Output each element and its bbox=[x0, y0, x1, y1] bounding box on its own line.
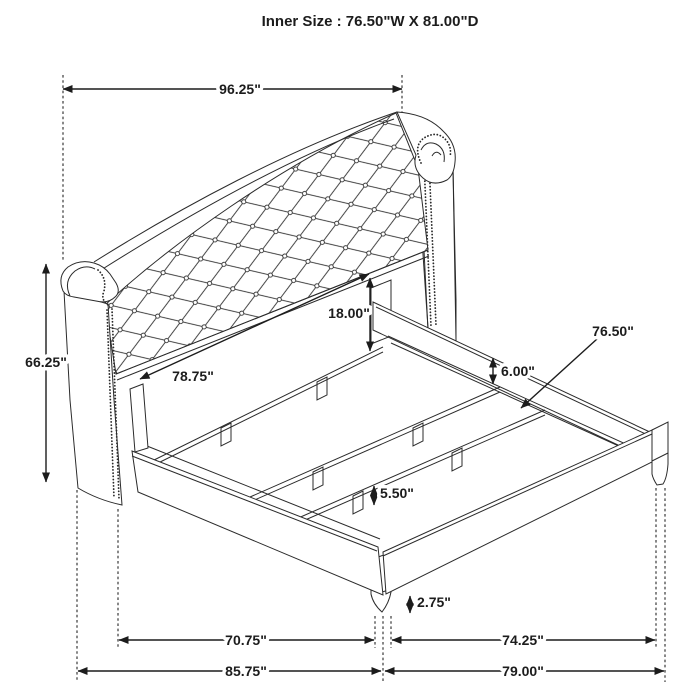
headboard-left-wing bbox=[61, 262, 122, 505]
right-rail-flange bbox=[388, 336, 650, 455]
dim-label-overall-depth-side: 79.00" bbox=[502, 663, 544, 679]
dim-label-headboard-drop: 18.00" bbox=[328, 305, 370, 321]
slat-leg bbox=[353, 491, 363, 514]
dim-label-slat-leg-height: 5.50" bbox=[380, 485, 414, 501]
dim-label-inner-depth-side: 74.25" bbox=[502, 632, 544, 648]
dim-label-inner-depth-front: 70.75" bbox=[225, 632, 267, 648]
diagram-title: Inner Size : 76.50"W X 81.00"D bbox=[261, 13, 479, 30]
dim-label-foot-leg-height: 2.75" bbox=[417, 594, 451, 610]
dim-label-headboard-height: 66.25" bbox=[25, 354, 67, 370]
foot-right-leg bbox=[652, 422, 668, 485]
right-wing-face bbox=[417, 166, 456, 341]
left-side-rail bbox=[132, 451, 383, 595]
dim-label-overall-width: 96.25" bbox=[219, 81, 261, 97]
headboard bbox=[61, 112, 455, 505]
headboard-left-leg bbox=[130, 384, 148, 452]
dim-label-inner-width: 76.50" bbox=[592, 323, 634, 339]
foot-rail bbox=[383, 430, 652, 594]
dim-label-overall-depth-front: 85.75" bbox=[225, 663, 267, 679]
slat-rail bbox=[150, 347, 383, 467]
dim-label-headboard-width: 78.75" bbox=[172, 368, 214, 384]
dim-label-rail-height: 6.00" bbox=[501, 363, 535, 379]
